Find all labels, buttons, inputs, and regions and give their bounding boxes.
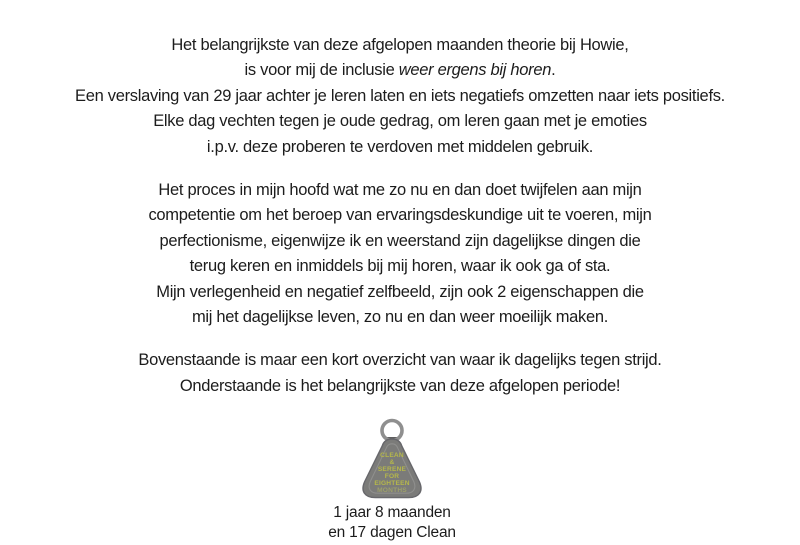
text-segment-italic: weer ergens bij horen	[398, 61, 552, 80]
text-segment: .	[551, 61, 556, 80]
text-line: Het proces in mijn hoofd wat me zo nu en dan doet twijfelen aan mijn	[158, 181, 642, 200]
paragraph-1	[0, 33, 800, 160]
text-line: Het belangrijkste van deze afgelopen maanden theorie bij Howie,	[171, 36, 629, 54]
text-line: Mijn verlegenheid en negatief zelfbeeld, zijn ook 2 eigenschappen die	[156, 282, 644, 301]
text-segment: is voor mij de inclusie	[244, 61, 399, 80]
keytag-figure	[0, 417, 792, 543]
keytag-line: EIGHTEEN	[374, 480, 410, 488]
paragraph-2	[0, 178, 800, 330]
text-line: Elke dag vechten tegen je oude gedrag, om leren gaan met je emoties	[153, 112, 647, 131]
text-line: perfectionisme, eigenwijze ik en weerstand zijn dagelijkse dingen die	[159, 231, 641, 250]
text-line: Een verslaving van 29 jaar achter je leren laten en iets negatiefs omzetten naar iets positiefs.	[75, 86, 725, 105]
keytag-line-faded	[377, 487, 407, 494]
keytag-line-faded-text: MONTHS	[377, 487, 407, 495]
keytag-line: SERENE	[377, 466, 407, 474]
caption-line: en 17 dagen Clean	[328, 524, 456, 542]
text-line: i.p.v. deze proberen te verdoven met middelen gebruik.	[206, 137, 594, 156]
text-line: mij het dagelijkse leven, zo nu en dan weer moeilijk maken.	[191, 308, 609, 327]
text-line: Bovenstaande is maar een kort overzicht van waar ik dagelijks tegen strijd.	[138, 351, 662, 370]
text-line: terug keren en inmiddels bij mij horen, waar ik ook ga of sta.	[189, 257, 611, 276]
keytag-line: CLEAN	[380, 452, 404, 460]
paragraph-3	[0, 348, 800, 399]
caption-line: 1 jaar 8 maanden	[333, 504, 451, 522]
text-line: competentie om het beroep van ervaringsdeskundige uit te voeren, mijn	[148, 206, 652, 225]
text-line: Onderstaande is het belangrijkste van deze afgelopen periode!	[179, 376, 621, 395]
text-line	[0, 58, 800, 83]
clean-time-caption	[0, 503, 792, 543]
keytag-line: FOR	[384, 473, 400, 481]
clean-serene-keytag-icon	[352, 417, 432, 501]
keytag-line: &	[389, 459, 395, 467]
